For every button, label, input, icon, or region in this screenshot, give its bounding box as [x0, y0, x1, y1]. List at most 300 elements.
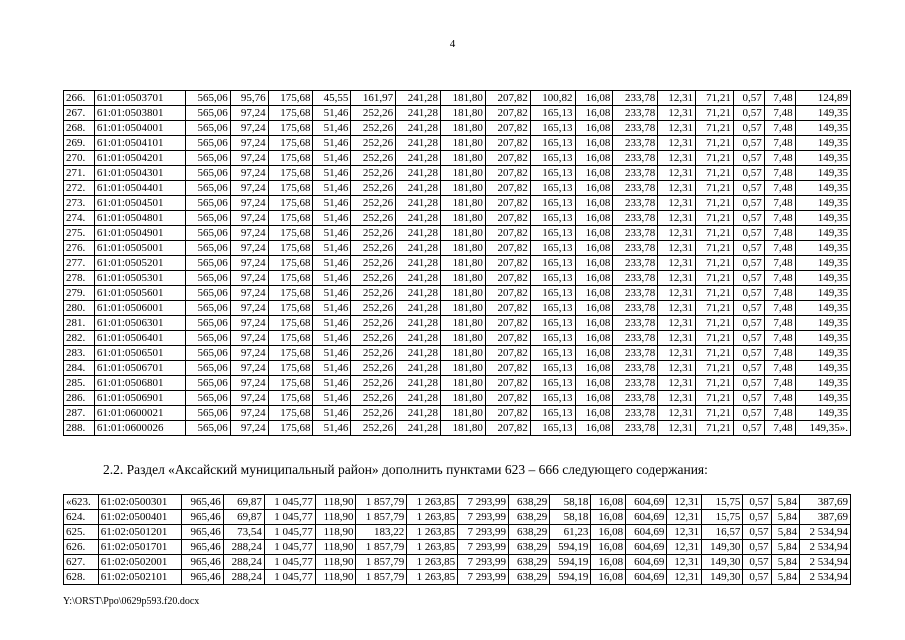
table-cell: 58,18 — [550, 510, 591, 525]
table-cell: 71,21 — [696, 271, 734, 286]
table-cell: 16,08 — [575, 91, 613, 106]
table-cell: 638,29 — [508, 555, 549, 570]
table-cell: 97,24 — [230, 106, 268, 121]
table-cell: 207,82 — [485, 361, 530, 376]
table-cell: 0,57 — [743, 540, 771, 555]
table-cell: 73,54 — [223, 525, 264, 540]
table-cell: 0,57 — [733, 421, 764, 436]
table-cell: 16,08 — [575, 181, 613, 196]
table-cell: «623. — [64, 495, 99, 510]
table-cell: 233,78 — [613, 106, 658, 121]
table-cell: 0,57 — [743, 495, 771, 510]
table-cell: 1 857,79 — [356, 555, 407, 570]
table-cell: 149,35 — [795, 121, 850, 136]
table-cell: 1 263,85 — [407, 525, 458, 540]
table-cell: 241,28 — [396, 376, 441, 391]
table-cell: 233,78 — [613, 226, 658, 241]
table-cell: 233,78 — [613, 346, 658, 361]
table-cell: 51,46 — [313, 301, 351, 316]
table-cell: 288,24 — [223, 570, 264, 585]
table-cell: 565,06 — [185, 106, 230, 121]
table-cell: 61:01:0504301 — [94, 166, 185, 181]
table-cell: 71,21 — [696, 316, 734, 331]
table-cell: 233,78 — [613, 241, 658, 256]
table-cell: 288,24 — [223, 555, 264, 570]
table-cell: 175,68 — [268, 166, 313, 181]
table-cell: 565,06 — [185, 361, 230, 376]
table-cell: 269. — [64, 136, 95, 151]
table-cell: 61:01:0600021 — [94, 406, 185, 421]
table-cell: 241,28 — [396, 286, 441, 301]
table-cell: 1 263,85 — [407, 510, 458, 525]
table-cell: 12,31 — [658, 196, 696, 211]
table-cell: 626. — [64, 540, 99, 555]
table-cell: 565,06 — [185, 166, 230, 181]
table-cell: 0,57 — [733, 151, 764, 166]
table-cell: 149,35 — [795, 196, 850, 211]
table-cell: 274. — [64, 211, 95, 226]
table-cell: 565,06 — [185, 256, 230, 271]
table-cell: 149,35 — [795, 376, 850, 391]
table-cell: 51,46 — [313, 421, 351, 436]
table-cell: 149,35 — [795, 151, 850, 166]
table-cell: 638,29 — [508, 525, 549, 540]
table-cell: 16,08 — [575, 421, 613, 436]
table-cell: 181,80 — [441, 181, 486, 196]
table-cell: 61:01:0600026 — [94, 421, 185, 436]
table-cell: 175,68 — [268, 91, 313, 106]
table-row — [64, 181, 851, 196]
table-cell: 233,78 — [613, 181, 658, 196]
table-cell: 594,19 — [550, 570, 591, 585]
table-cell: 181,80 — [441, 391, 486, 406]
table-cell: 149,35 — [795, 331, 850, 346]
table-cell: 1 045,77 — [264, 495, 315, 510]
table-cell: 207,82 — [485, 136, 530, 151]
table-cell: 565,06 — [185, 136, 230, 151]
table-cell: 241,28 — [396, 211, 441, 226]
table-cell: 118,90 — [315, 525, 356, 540]
table-cell: 181,80 — [441, 121, 486, 136]
table-cell: 71,21 — [696, 106, 734, 121]
table-cell: 252,26 — [351, 286, 396, 301]
table-cell: 624. — [64, 510, 99, 525]
table-cell: 165,13 — [530, 421, 575, 436]
table-cell: 181,80 — [441, 331, 486, 346]
table-cell: 565,06 — [185, 121, 230, 136]
table-cell: 12,31 — [658, 331, 696, 346]
table-cell: 97,24 — [230, 301, 268, 316]
table-cell: 61:01:0506401 — [94, 331, 185, 346]
table-cell: 97,24 — [230, 151, 268, 166]
table-cell: 207,82 — [485, 106, 530, 121]
table-cell: 61:01:0505001 — [94, 241, 185, 256]
table-cell: 51,46 — [313, 226, 351, 241]
table-cell: 149,35 — [795, 256, 850, 271]
table-cell: 12,31 — [658, 286, 696, 301]
table-cell: 161,97 — [351, 91, 396, 106]
table-row — [64, 406, 851, 421]
table-cell: 565,06 — [185, 241, 230, 256]
table-cell: 175,68 — [268, 271, 313, 286]
table-row — [64, 166, 851, 181]
table-cell: 1 045,77 — [264, 570, 315, 585]
table-cell: 280. — [64, 301, 95, 316]
table-cell: 149,35 — [795, 346, 850, 361]
table-cell: 165,13 — [530, 151, 575, 166]
table-cell: 277. — [64, 256, 95, 271]
table-cell: 71,21 — [696, 91, 734, 106]
table-cell: 175,68 — [268, 136, 313, 151]
table-cell: 51,46 — [313, 181, 351, 196]
table-cell: 175,68 — [268, 346, 313, 361]
table-cell: 71,21 — [696, 286, 734, 301]
table-cell: 12,31 — [658, 121, 696, 136]
table-cell: 7,48 — [764, 181, 795, 196]
table-cell: 286. — [64, 391, 95, 406]
table-cell: 71,21 — [696, 196, 734, 211]
table-cell: 565,06 — [185, 91, 230, 106]
table-cell: 149,30 — [702, 555, 743, 570]
table-cell: 95,76 — [230, 91, 268, 106]
table-cell: 7,48 — [764, 421, 795, 436]
table-cell: 565,06 — [185, 391, 230, 406]
table-cell: 175,68 — [268, 301, 313, 316]
table-cell: 165,13 — [530, 331, 575, 346]
table-row — [64, 301, 851, 316]
table-cell: 175,68 — [268, 106, 313, 121]
table-cell: 71,21 — [696, 211, 734, 226]
table-cell: 181,80 — [441, 361, 486, 376]
table-cell: 241,28 — [396, 166, 441, 181]
table-cell: 165,13 — [530, 121, 575, 136]
table-cell: 165,13 — [530, 196, 575, 211]
table-cell: 252,26 — [351, 166, 396, 181]
table-cell: 252,26 — [351, 346, 396, 361]
table-cell: 51,46 — [313, 121, 351, 136]
table-cell: 275. — [64, 226, 95, 241]
table-cell: 97,24 — [230, 136, 268, 151]
table-cell: 175,68 — [268, 361, 313, 376]
table-cell: 281. — [64, 316, 95, 331]
table-cell: 149,30 — [702, 540, 743, 555]
table-cell: 283. — [64, 346, 95, 361]
table-cell: 0,57 — [733, 286, 764, 301]
table-cell: 181,80 — [441, 196, 486, 211]
table-cell: 61:01:0506001 — [94, 301, 185, 316]
table-cell: 12,31 — [658, 151, 696, 166]
table-cell: 2 534,94 — [800, 525, 851, 540]
table-cell: 1 263,85 — [407, 570, 458, 585]
table-cell: 181,80 — [441, 166, 486, 181]
table-cell: 61:02:0501701 — [98, 540, 182, 555]
table-cell: 175,68 — [268, 331, 313, 346]
table-cell: 51,46 — [313, 286, 351, 301]
table-cell: 5,84 — [771, 510, 799, 525]
table-cell: 594,19 — [550, 540, 591, 555]
table-cell: 233,78 — [613, 301, 658, 316]
table-cell: 181,80 — [441, 286, 486, 301]
table-cell: 181,80 — [441, 346, 486, 361]
table-cell: 149,35 — [795, 286, 850, 301]
table-cell: 565,06 — [185, 316, 230, 331]
table-cell: 1 857,79 — [356, 510, 407, 525]
table-cell: 241,28 — [396, 226, 441, 241]
footer-file-path: Y:\ORST\Ppo\0629p593.f20.docx — [63, 596, 200, 607]
table-cell: 252,26 — [351, 421, 396, 436]
table-cell: 175,68 — [268, 391, 313, 406]
table-cell: 207,82 — [485, 286, 530, 301]
table-cell: 252,26 — [351, 106, 396, 121]
table-cell: 233,78 — [613, 166, 658, 181]
table-cell: 61:01:0504401 — [94, 181, 185, 196]
table-cell: 16,08 — [575, 211, 613, 226]
table-cell: 118,90 — [315, 540, 356, 555]
table-cell: 5,84 — [771, 495, 799, 510]
table-cell: 61:01:0506901 — [94, 391, 185, 406]
table-cell: 61:01:0503801 — [94, 106, 185, 121]
table-cell: 175,68 — [268, 256, 313, 271]
table-cell: 97,24 — [230, 376, 268, 391]
table-cell: 241,28 — [396, 391, 441, 406]
table-cell: 207,82 — [485, 376, 530, 391]
table-cell: 241,28 — [396, 241, 441, 256]
table-cell: 16,08 — [591, 570, 626, 585]
table-cell: 51,46 — [313, 106, 351, 121]
table-cell: 1 045,77 — [264, 510, 315, 525]
table-cell: 207,82 — [485, 121, 530, 136]
table-cell: 175,68 — [268, 421, 313, 436]
table-cell: 604,69 — [626, 510, 667, 525]
table-row — [64, 121, 851, 136]
table-cell: 233,78 — [613, 136, 658, 151]
table-cell: 51,46 — [313, 361, 351, 376]
table-cell: 45,55 — [313, 91, 351, 106]
table-cell: 272. — [64, 181, 95, 196]
table-cell: 965,46 — [182, 525, 223, 540]
table-cell: 604,69 — [626, 555, 667, 570]
table-cell: 12,31 — [658, 166, 696, 181]
table-cell: 7,48 — [764, 136, 795, 151]
table-cell: 0,57 — [733, 211, 764, 226]
table-cell: 12,31 — [658, 361, 696, 376]
table-cell: 12,31 — [658, 406, 696, 421]
table-cell: 97,24 — [230, 256, 268, 271]
table-cell: 207,82 — [485, 196, 530, 211]
table-cell: 0,57 — [733, 136, 764, 151]
table-cell: 252,26 — [351, 316, 396, 331]
table-row — [64, 106, 851, 121]
table-cell: 241,28 — [396, 421, 441, 436]
table-cell: 7,48 — [764, 406, 795, 421]
table-cell: 5,84 — [771, 540, 799, 555]
table-cell: 252,26 — [351, 196, 396, 211]
table-cell: 51,46 — [313, 316, 351, 331]
table-cell: 2 534,94 — [800, 555, 851, 570]
table-cell: 181,80 — [441, 91, 486, 106]
table-cell: 282. — [64, 331, 95, 346]
table-cell: 387,69 — [800, 495, 851, 510]
section-heading: 2.2. Раздел «Аксайский муниципальный район» дополнить пунктами 623 – 666 следующего содержания: — [103, 462, 708, 477]
table-cell: 16,08 — [575, 106, 613, 121]
table-cell: 207,82 — [485, 271, 530, 286]
table-cell: 7 293,99 — [458, 555, 509, 570]
table-cell: 7 293,99 — [458, 525, 509, 540]
table-cell: 97,24 — [230, 361, 268, 376]
table-cell: 207,82 — [485, 406, 530, 421]
table-cell: 268. — [64, 121, 95, 136]
table-cell: 1 045,77 — [264, 540, 315, 555]
page-number: 4 — [449, 38, 456, 50]
table-cell: 71,21 — [696, 391, 734, 406]
table-cell: 0,57 — [733, 331, 764, 346]
table-cell: 61:01:0506801 — [94, 376, 185, 391]
table-cell: 181,80 — [441, 406, 486, 421]
table-cell: 61:01:0505301 — [94, 271, 185, 286]
table-cell: 233,78 — [613, 406, 658, 421]
table-cell: 181,80 — [441, 136, 486, 151]
table-cell: 149,30 — [702, 570, 743, 585]
table-cell: 7,48 — [764, 316, 795, 331]
table-cell: 165,13 — [530, 406, 575, 421]
table-cell: 181,80 — [441, 106, 486, 121]
table-cell: 241,28 — [396, 136, 441, 151]
table-cell: 7,48 — [764, 346, 795, 361]
table-cell: 165,13 — [530, 136, 575, 151]
table-cell: 207,82 — [485, 421, 530, 436]
table-cell: 207,82 — [485, 316, 530, 331]
table-cell: 149,35 — [795, 241, 850, 256]
table-cell: 627. — [64, 555, 99, 570]
table-cell: 241,28 — [396, 406, 441, 421]
table-cell: 12,31 — [658, 301, 696, 316]
table-cell: 181,80 — [441, 301, 486, 316]
table-cell: 61,23 — [550, 525, 591, 540]
table-cell: 16,08 — [575, 391, 613, 406]
table-cell: 71,21 — [696, 151, 734, 166]
table-row — [64, 196, 851, 211]
table-cell: 97,24 — [230, 406, 268, 421]
table-cell: 16,08 — [575, 286, 613, 301]
table-cell: 638,29 — [508, 570, 549, 585]
table-cell: 604,69 — [626, 570, 667, 585]
table-cell: 61:02:0502101 — [98, 570, 182, 585]
table-row — [64, 316, 851, 331]
table-cell: 565,06 — [185, 376, 230, 391]
table-cell: 12,31 — [658, 226, 696, 241]
table-cell: 565,06 — [185, 211, 230, 226]
table-cell: 16,08 — [575, 361, 613, 376]
table-cell: 1 045,77 — [264, 525, 315, 540]
table-cell: 175,68 — [268, 406, 313, 421]
table-cell: 638,29 — [508, 495, 549, 510]
table-cell: 12,31 — [667, 495, 702, 510]
table-cell: 183,22 — [356, 525, 407, 540]
table-cell: 16,08 — [575, 226, 613, 241]
table-cell: 233,78 — [613, 361, 658, 376]
table-cell: 252,26 — [351, 151, 396, 166]
table-cell: 71,21 — [696, 361, 734, 376]
table-cell: 7 293,99 — [458, 495, 509, 510]
table-cell: 165,13 — [530, 256, 575, 271]
table-cell: 638,29 — [508, 540, 549, 555]
table-cell: 1 857,79 — [356, 540, 407, 555]
table-cell: 5,84 — [771, 555, 799, 570]
table-cell: 12,31 — [658, 376, 696, 391]
table-cell: 181,80 — [441, 151, 486, 166]
table-cell: 565,06 — [185, 301, 230, 316]
table-cell: 61:01:0506501 — [94, 346, 185, 361]
table-cell: 12,31 — [658, 106, 696, 121]
table-cell: 61:01:0505201 — [94, 256, 185, 271]
table-cell: 266. — [64, 91, 95, 106]
table-cell: 97,24 — [230, 196, 268, 211]
table-cell: 5,84 — [771, 570, 799, 585]
table-cell: 241,28 — [396, 91, 441, 106]
table-cell: 181,80 — [441, 421, 486, 436]
table-cell: 16,08 — [575, 406, 613, 421]
table-cell: 69,87 — [223, 495, 264, 510]
table-cell: 7 293,99 — [458, 570, 509, 585]
table-cell: 165,13 — [530, 241, 575, 256]
table-cell: 12,31 — [658, 181, 696, 196]
table-cell: 175,68 — [268, 316, 313, 331]
table-cell: 0,57 — [733, 166, 764, 181]
table-cell: 97,24 — [230, 241, 268, 256]
table-cell: 0,57 — [733, 121, 764, 136]
table-cell: 149,35». — [795, 421, 850, 436]
table-cell: 252,26 — [351, 406, 396, 421]
table-cell: 175,68 — [268, 151, 313, 166]
table-cell: 7,48 — [764, 331, 795, 346]
table-cell: 58,18 — [550, 495, 591, 510]
table-cell: 965,46 — [182, 540, 223, 555]
table-cell: 0,57 — [733, 196, 764, 211]
table-cell: 252,26 — [351, 391, 396, 406]
table-cell: 0,57 — [733, 301, 764, 316]
table-cell: 51,46 — [313, 211, 351, 226]
table-cell: 241,28 — [396, 346, 441, 361]
table-cell: 16,08 — [591, 510, 626, 525]
table-cell: 16,08 — [575, 256, 613, 271]
table-cell: 233,78 — [613, 376, 658, 391]
table-row — [64, 271, 851, 286]
table-cell: 0,57 — [733, 241, 764, 256]
table-cell: 7,48 — [764, 361, 795, 376]
table-cell: 1 263,85 — [407, 495, 458, 510]
table-cell: 149,35 — [795, 181, 850, 196]
table-cell: 12,31 — [667, 510, 702, 525]
table-cell: 252,26 — [351, 121, 396, 136]
table-cell: 565,06 — [185, 226, 230, 241]
table-cell: 233,78 — [613, 391, 658, 406]
table-cell: 97,24 — [230, 181, 268, 196]
table-cell: 965,46 — [182, 570, 223, 585]
table-cell: 149,35 — [795, 406, 850, 421]
table-cell: 165,13 — [530, 391, 575, 406]
table-cell: 16,08 — [575, 136, 613, 151]
table-cell: 7,48 — [764, 271, 795, 286]
table-cell: 207,82 — [485, 91, 530, 106]
table-cell: 565,06 — [185, 271, 230, 286]
table-cell: 175,68 — [268, 286, 313, 301]
table-cell: 12,31 — [658, 136, 696, 151]
table-cell: 165,13 — [530, 286, 575, 301]
table-cell: 0,57 — [733, 361, 764, 376]
table-cell: 0,57 — [743, 555, 771, 570]
table-cell: 233,78 — [613, 91, 658, 106]
table-row — [64, 151, 851, 166]
